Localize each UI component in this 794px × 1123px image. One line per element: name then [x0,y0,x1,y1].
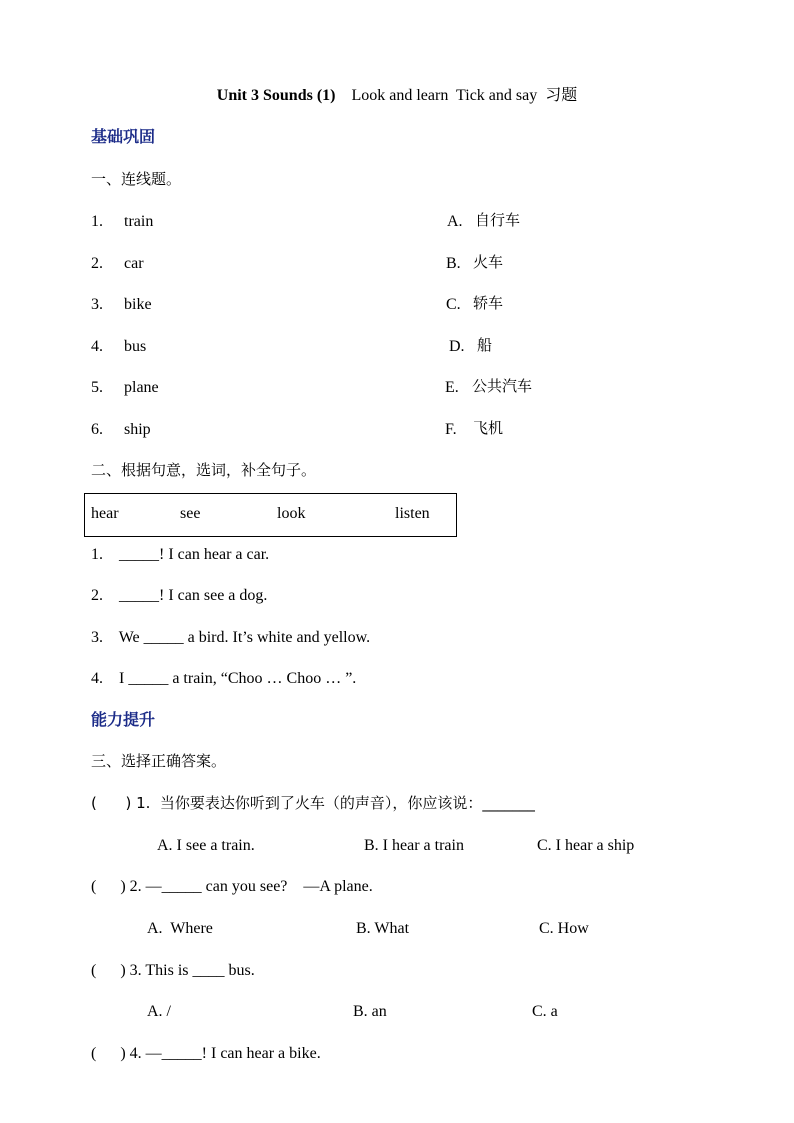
fill-blank-sentence: 1. _____! I can hear a car. [91,546,270,563]
word-bank-item: see [180,505,201,522]
left-item-word: ship [124,421,151,438]
word-bank-box [84,493,457,537]
question-2-option-a: A. Where [147,920,213,937]
right-item-letter: E. [445,379,459,396]
right-item-letter: F. [445,421,457,438]
question-1-stem: ( ) 1. 当你要表达你听到了火车（的声音），你应该说：_______ [91,794,535,812]
word-bank-item: look [277,505,306,522]
left-item-num: 2. [91,255,103,272]
right-item-word: 飞机 [473,419,504,437]
left-item-num: 6. [91,421,103,438]
title-bold: Unit 3 Sounds (1) [216,87,336,104]
fill-blank-sentence: 3. We _____ a bird. It’s white and yellow. [91,629,371,646]
part3-heading: 三、选择正确答案。 [91,752,227,770]
question-3-stem: ( ) 3. This is ____ bus. [91,962,255,979]
fill-blank-sentence: 2. _____! I can see a dog. [91,587,268,604]
title-rest: Look and learn Tick and say 习题 [351,87,578,104]
right-item-word: 自行车 [475,211,521,229]
question-3-option-a: A. / [147,1003,171,1020]
right-item-letter: D. [449,338,465,355]
question-3-option-b: B. an [353,1003,387,1020]
question-2-option-b: B. What [356,920,410,937]
question-4-stem: ( ) 4. —_____! I can hear a bike. [91,1045,321,1062]
left-item-num: 1. [91,213,103,230]
left-item-word: plane [124,379,159,396]
word-bank-item: hear [91,505,119,522]
right-item-letter: B. [446,255,461,272]
right-item-word: 公共汽车 [472,377,533,395]
question-3-option-c: C. a [532,1003,558,1020]
part2-heading: 二、根据句意，选词，补全句子。 [91,461,317,479]
question-2-stem: ( ) 2. —_____ can you see? —A plane. [91,878,373,895]
part1-heading: 一、连线题。 [91,170,182,188]
left-item-num: 5. [91,379,103,396]
question-1-option-c: C. I hear a ship [537,837,635,854]
left-item-num: 4. [91,338,103,355]
question-1-option-a: A. I see a train. [157,837,255,854]
question-2-option-c: C. How [539,920,589,937]
section-advanced: 能力提升 [91,710,156,729]
right-item-word: 轿车 [473,294,504,312]
section-basic: 基础巩固 [91,127,156,146]
left-item-word: train [124,213,154,230]
word-bank-item: listen [395,505,430,522]
left-item-word: bike [124,296,152,313]
question-1-option-b: B. I hear a train [364,837,464,854]
left-item-word: car [124,255,144,272]
right-item-word: 船 [477,336,493,354]
right-item-letter: C. [446,296,461,313]
left-item-word: bus [124,338,147,355]
fill-blank-sentence: 4. I _____ a train, “Choo … Choo … ”. [91,670,357,687]
page-title [0,88,794,104]
right-item-word: 火车 [473,253,504,271]
left-item-num: 3. [91,296,103,313]
right-item-letter: A. [447,213,463,230]
